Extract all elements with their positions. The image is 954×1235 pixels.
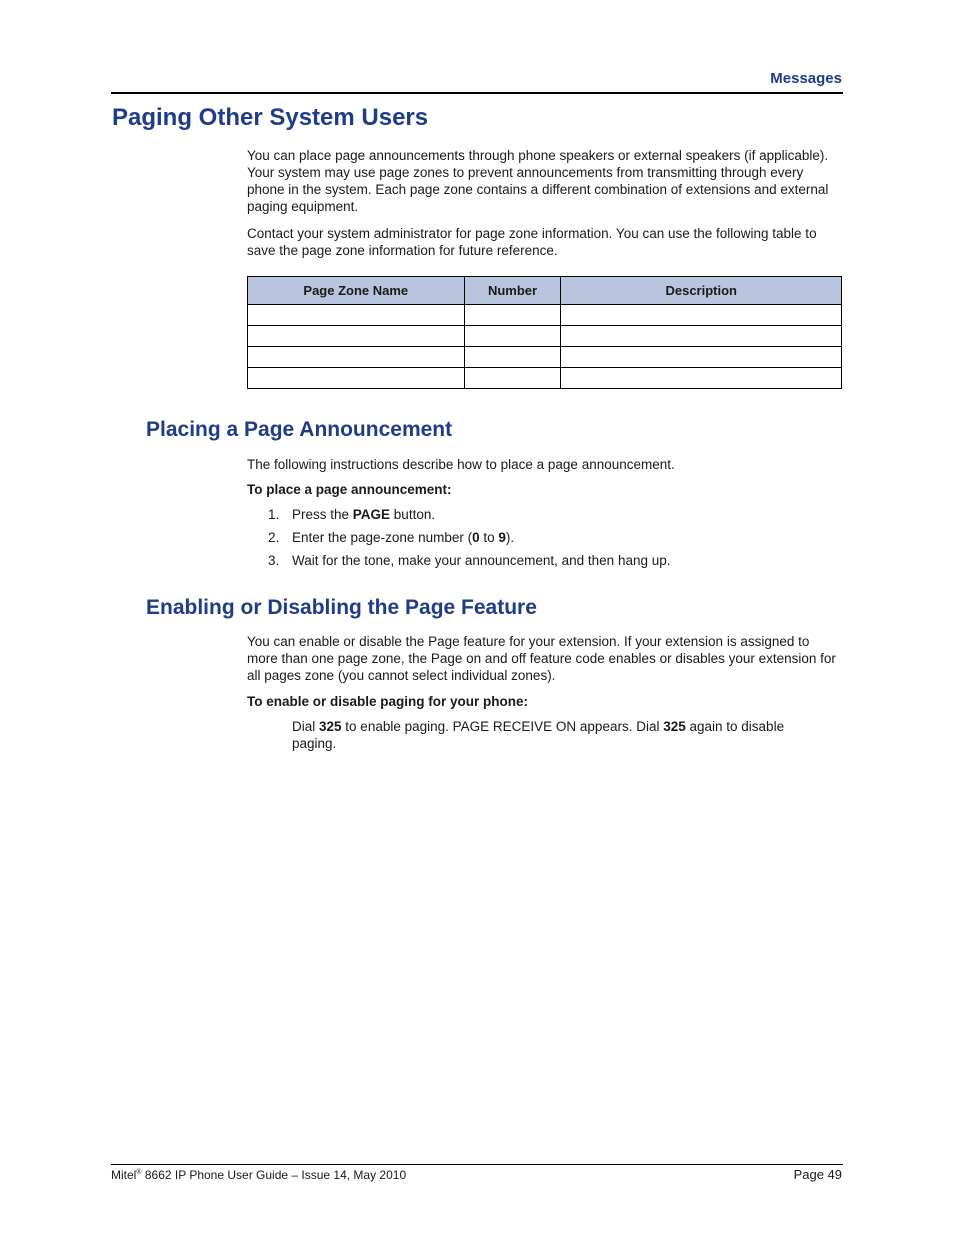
step-number: 3. xyxy=(268,553,280,568)
section-title-paging: Paging Other System Users xyxy=(112,104,429,131)
column-header-description: Description xyxy=(561,277,842,305)
column-header-page-zone-name: Page Zone Name xyxy=(248,277,465,305)
step-number: 2. xyxy=(268,530,280,545)
header-rule xyxy=(111,92,843,94)
step-text-bold: PAGE xyxy=(352,507,391,522)
instruction-code: 325 xyxy=(663,719,686,734)
instruction-text: to enable paging. PAGE RECEIVE ON appears. Dial xyxy=(341,719,664,734)
table-cell xyxy=(248,368,465,389)
column-header-number: Number xyxy=(464,277,561,305)
paging-contact-paragraph: Contact your system administrator for page zone information. You can use the following table to save the page zone information for future reference. xyxy=(247,226,817,258)
footer-rule xyxy=(111,1164,843,1165)
step-number: 1. xyxy=(268,507,280,522)
enabling-intro-paragraph: You can enable or disable the Page feature for your extension. If your extension is assigned to more than one page zone, the Page on and off feature code enables or disables your extension for all pages zone (you cannot select individual zones). xyxy=(247,634,836,683)
table-cell xyxy=(248,305,465,326)
enabling-instruction xyxy=(292,718,832,752)
step-text: Wait for the tone, make your announcement, and then hang up. xyxy=(292,553,671,568)
instruction-text: again to disable paging. xyxy=(292,719,785,751)
step-text: Enter the page-zone number ( xyxy=(292,530,473,545)
table-row xyxy=(248,326,842,347)
table-cell xyxy=(561,347,842,368)
footer-page-number: Page 49 xyxy=(793,1167,842,1182)
step-text: button. xyxy=(390,507,436,522)
table-cell xyxy=(248,347,465,368)
step-text-bold: 9 xyxy=(498,530,506,545)
enabling-procedure-title: To enable or disable paging for your phone: xyxy=(247,694,529,709)
step-text: ). xyxy=(505,530,515,545)
table-header-row xyxy=(248,277,842,305)
footer-brand: Mitel xyxy=(111,1168,137,1182)
table-cell xyxy=(464,305,561,326)
step-text: to xyxy=(479,530,499,545)
paging-intro-paragraph: You can place page announcements through phone speakers or external speakers (if applicable). Your system may use page zones to prevent announcements from transmitting through every phone in the system. Each page zone contains a different combination of extensions and external paging equipment. xyxy=(247,148,829,214)
table-row xyxy=(248,305,842,326)
placing-procedure-title: To place a page announcement: xyxy=(247,482,452,497)
instruction-text: Dial xyxy=(292,719,320,734)
registered-mark: ® xyxy=(136,1169,142,1176)
section-title-enabling-page: Enabling or Disabling the Page Feature xyxy=(146,596,537,619)
table-cell xyxy=(464,347,561,368)
table-cell xyxy=(464,326,561,347)
page-zone-table xyxy=(247,276,842,389)
procedure-step xyxy=(268,529,514,546)
table-row xyxy=(248,347,842,368)
table-cell xyxy=(248,326,465,347)
instruction-code: 325 xyxy=(319,719,342,734)
procedure-step xyxy=(268,506,435,523)
table-cell xyxy=(561,326,842,347)
placing-intro-paragraph: The following instructions describe how to place a page announcement. xyxy=(247,457,675,472)
header-section-label: Messages xyxy=(770,70,842,87)
step-text: Press the xyxy=(292,507,353,522)
procedure-step xyxy=(268,552,671,569)
table-cell xyxy=(464,368,561,389)
step-text-bold: 0 xyxy=(472,530,480,545)
table-row xyxy=(248,368,842,389)
footer-document-title xyxy=(111,1168,406,1182)
section-title-placing-page: Placing a Page Announcement xyxy=(146,418,453,441)
table-cell xyxy=(561,305,842,326)
table-cell xyxy=(561,368,842,389)
footer-doc-info: 8662 IP Phone User Guide – Issue 14, May 2010 xyxy=(141,1168,407,1182)
